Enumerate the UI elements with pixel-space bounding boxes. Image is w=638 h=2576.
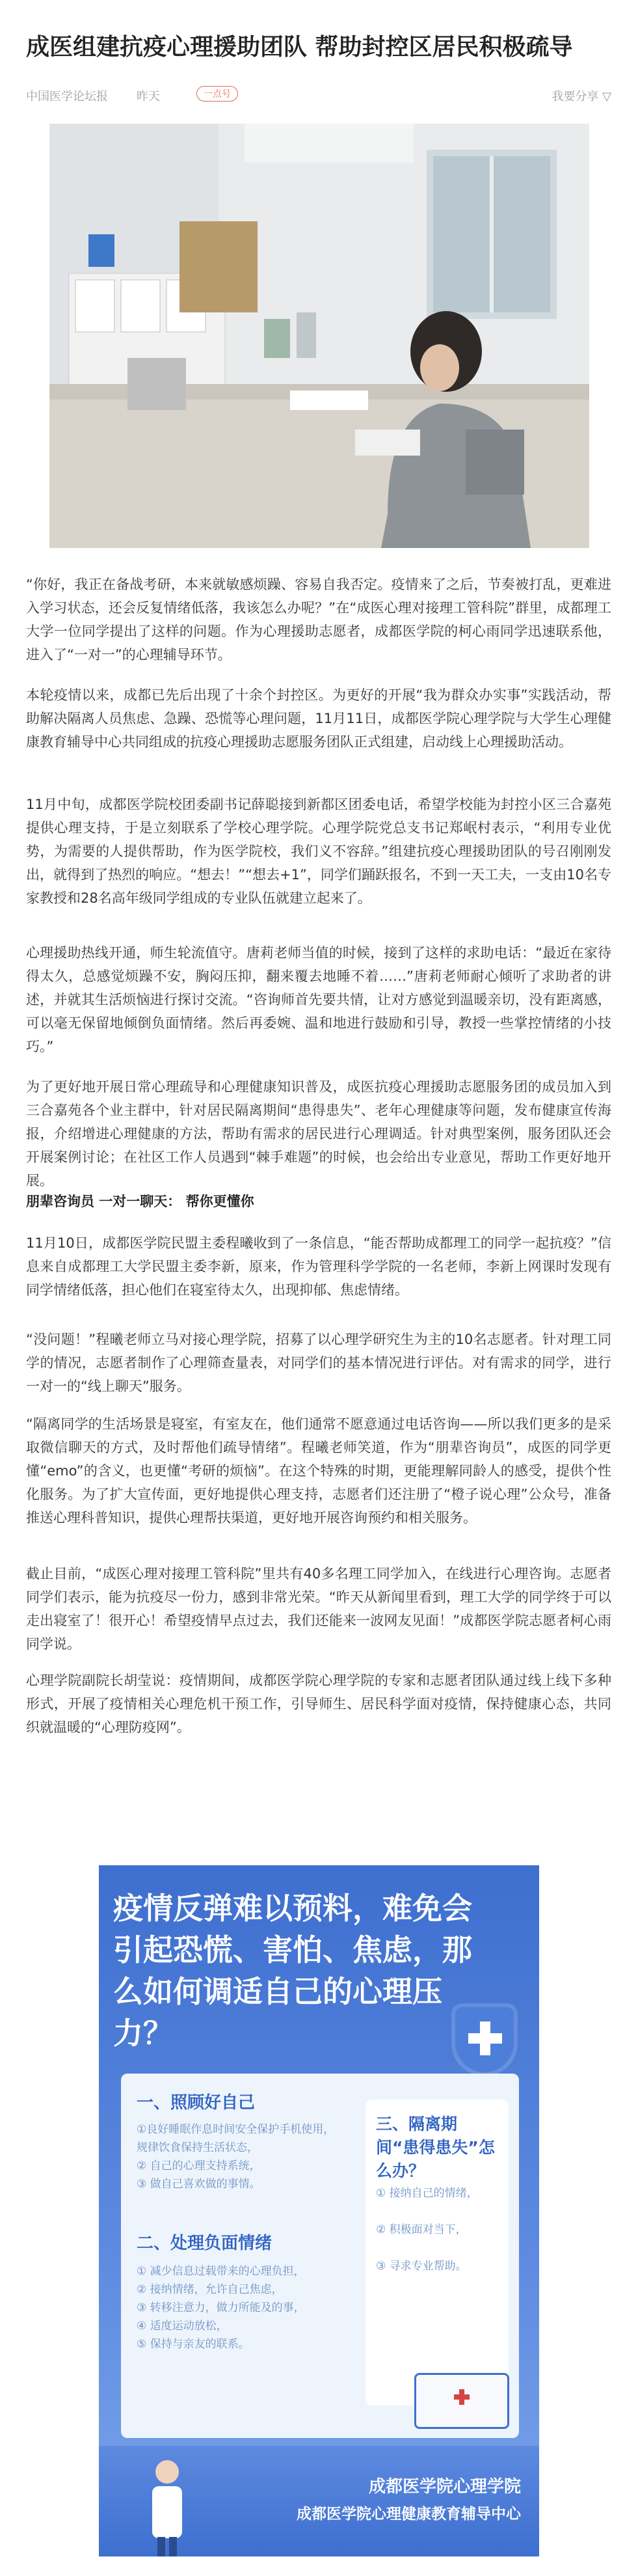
publish-time: 昨天 <box>137 90 160 103</box>
poster-footer <box>99 2446 539 2556</box>
health-poster <box>99 1865 539 2556</box>
paragraph-5: 为了更好地开展日常心理疏导和心理健康知识普及，成医抗疫心理援助志愿服务团的成员加入到三合嘉苑各个业主群中，针对居民隔离期间“患得患失”、老年心理健康等问题，发布健康宣传海报，介绍增进心理健康的方法，帮助有需求的居民进行心理调适。针对典型案例，服务团队还会开展案例讨论；在社区工作人员遇到“棘手难题”的时候，也会给出专业意见，帮助工作更好地开展。 <box>26 1079 611 1188</box>
poster-section1-line: 规律饮食保持生活状态， <box>137 2141 258 2154</box>
paragraph-9: 截止目前，“成医心理对接理工管科院”里共有40多名理工同学加入，在线进行心理咨询。志愿者同学们表示，能为抗疫尽一份力，感到非常光荣。“昨天从新闻里看到，理工大学的同学终于可以走出寝室了！很开心！希望疫情早点过去，我们还能来一波网友见面！”成都医学院志愿者柯心雨同学说。 <box>26 1566 611 1652</box>
paragraph-6: 11月10日，成都医学院民盟主委程曦收到了一条信息，“能否帮助成都理工的同学一起抗疫？”信息来自成都理工大学民盟主委李新，原来，作为管理科学学院的一名老师，李新上网课时发现有同学情绪低落，担心他们在寝室待太久，出现抑郁、焦虑情绪。 <box>26 1235 611 1298</box>
article-meta <box>26 85 611 104</box>
poster-section2-line: ③ 转移注意力，做力所能及的事， <box>137 2301 305 2314</box>
doctor-figure-icon <box>138 2446 196 2556</box>
section-subheading: 朋辈咨询员 一对一聊天： 帮你更懂你 <box>26 1194 254 1209</box>
first-aid-kit-icon <box>414 2373 509 2429</box>
paragraph-10: 心理学院副院长胡莹说：疫情期间，成都医学院心理学院的专家和志愿者团队通过线上线下多种形式，开展了疫情相关心理危机干预工作，引导师生、居民科学面对疫情，保持健康心态，共同织就温暖的“心理防疫网”。 <box>26 1673 611 1735</box>
poster-section3-line: ① 接纳自己的情绪， <box>376 2187 478 2200</box>
poster-org-line1: 成都医学院心理学院 <box>368 2477 521 2497</box>
poster-section1-line: ①良好睡眠作息时间安全保护手机使用， <box>137 2123 335 2136</box>
paragraph-8: “隔离同学的生活场景是寝室，有室友在，他们通常不愿意通过电话咨询——所以我们更多的是采取微信聊天的方式，及时帮他们疏导情绪”。程曦老师笑道，作为“朋辈咨询员”，成医的同学更懂“emo”的含义，也更懂“考研的烦恼”。在这个特殊的时期，更能理解同龄人的感受，提供个性化服务。为了扩大宣传面，更好地提供心理支持，志愿者们还注册了“橙子说心理”公众号，准备推送心理科普知识，提供心理帮扶渠道，更好地开展咨询预约和相关服务。 <box>26 1416 611 1526</box>
share-button[interactable]: 我要分享 ▽ <box>552 90 611 103</box>
poster-bubble <box>366 2100 509 2405</box>
office-photo-illustration <box>49 124 589 548</box>
poster-org-line2: 成都医学院心理健康教育辅导中心 <box>297 2506 521 2523</box>
article-title: 成医组建抗疫心理援助团队 帮助封控区居民积极疏导 <box>26 34 573 61</box>
poster-section2-line: ④ 适度运动放松， <box>137 2320 228 2333</box>
poster-section3-title: 三、隔离期间“患得患失”怎么办？ <box>376 2115 495 2180</box>
poster-section3-line: ③ 寻求专业帮助。 <box>376 2260 467 2273</box>
poster-section1-title: 一、照顾好自己 <box>137 2093 256 2113</box>
paragraph-7: “没问题！”程曦老师立马对接心理学院，招募了以心理学研究生为主的10名志愿者。针对理工同学的情况，志愿者制作了心理筛查量表，对同学们的基本情况进行评估。对有需求的同学，进行一对一的“线上聊天”服务。 <box>26 1332 611 1394</box>
poster-title: 疫情反弹难以预料，难免会引起恐慌、害怕、焦虑，那么如何调适自己的心理压力？ <box>113 1891 472 2051</box>
poster-section2-line: ② 接纳情绪，允许自己焦虑， <box>137 2283 283 2296</box>
channel-badge: 一点号 <box>196 86 238 102</box>
source-name[interactable]: 中国医学论坛报 <box>26 90 108 103</box>
poster-section2-line: ⑤ 保持与亲友的联系。 <box>137 2338 250 2351</box>
poster-section1-line: ② 自己的心理支持系统， <box>137 2159 261 2172</box>
paragraph-4: 心理援助热线开通，师生轮流值守。唐莉老师当值的时候，接到了这样的求助电话：“最近在家待得太久，总感觉烦躁不安，胸闷压抑，翻来覆去地睡不着……”唐莉老师耐心倾听了求助者的讲述，并就其生活烦恼进行探讨交流。“咨询师首先要共情，让对方感觉到温暖亲切，没有距离感，可以毫无保留地倾倒负面情绪。然后再委婉、温和地进行鼓励和引导，教授一些掌控情绪的小技巧。” <box>26 945 611 1054</box>
paragraph-1: “你好，我正在备战考研，本来就敏感烦躁、容易自我否定。疫情来了之后，节奏被打乱，更难进入学习状态，还会反复情绪低落，我该怎么办呢？”在“成医心理对接理工管科院”群里，成都理工大学一位同学提出了这样的问题。作为心理援助志愿者，成都医学院的柯心雨同学迅速联系他，进入了“一对一”的心理辅导环节。 <box>26 577 611 663</box>
poster-section1-line: ③ 做自己喜欢做的事情。 <box>137 2178 261 2191</box>
poster-section2-title: 二、处理负面情绪 <box>137 2234 272 2253</box>
article-photo <box>49 124 589 548</box>
paragraph-3: 11月中旬，成都医学院校团委副书记薛聪接到新都区团委电话，希望学校能为封控小区三合嘉苑提供心理支持，于是立刻联系了学校心理学院。心理学院党总支书记郑岷村表示，“利用专业优势，为需要的人提供帮助，作为医学院校，我们义不容辞。”组建抗疫心理援助团队的号召刚刚发出，就得到了热烈的响应。“想去！”“想去+1”，同学们踊跃报名，不到一天工夫，一支由10名专家教授和28名高年级同学组成的专业队伍就建立起来了。 <box>26 797 611 906</box>
poster-section2-line: ① 减少信息过载带来的心理负担， <box>137 2265 305 2278</box>
poster-section3-line: ② 积极面对当下， <box>376 2223 467 2236</box>
medical-cross-icon <box>455 2007 514 2072</box>
paragraph-2: 本轮疫情以来，成都已先后出现了十余个封控区。为更好的开展“我为群众办实事”实践活动，帮助解决隔离人员焦虑、急躁、恐慌等心理问题，11月11日，成都医学院心理学院与大学生心理健康教育辅导中心共同组成的抗疫心理援助志愿服务团队正式组建，启动线上心理援助活动。 <box>26 687 611 750</box>
